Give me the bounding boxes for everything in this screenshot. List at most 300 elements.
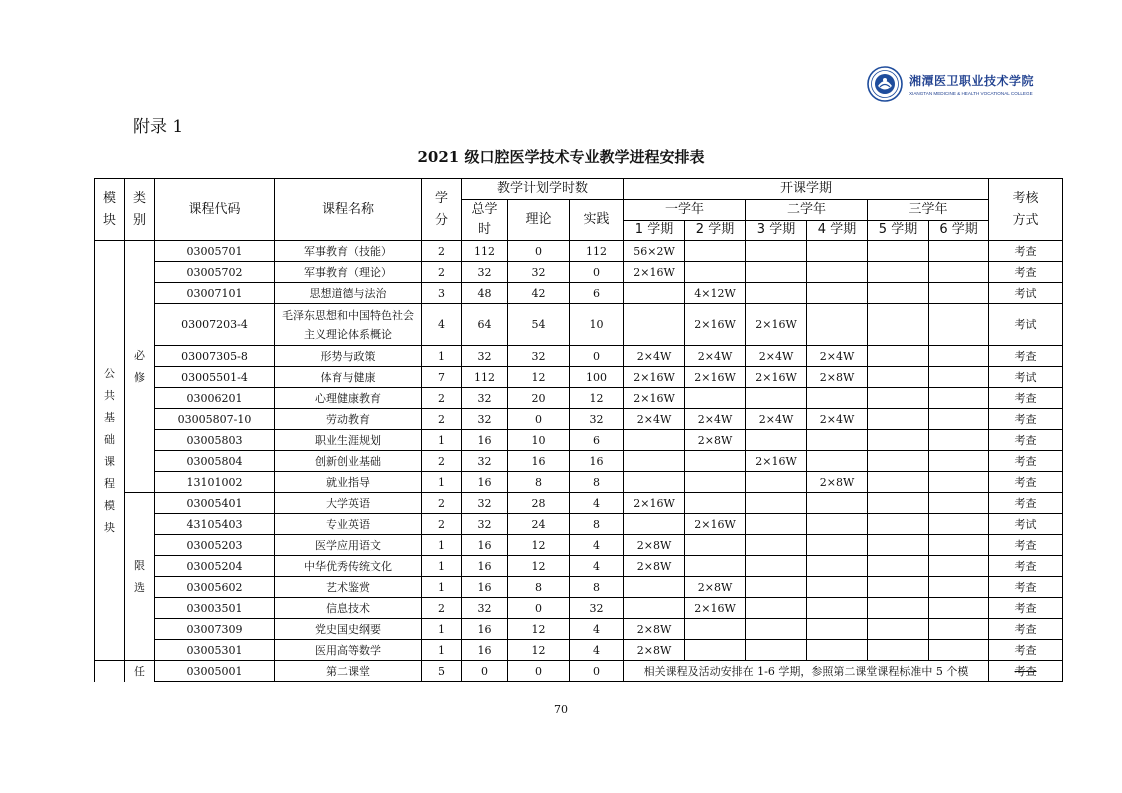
semester-5 [868,577,929,598]
table-row [95,493,1063,514]
header-semester-group: 开课学期 [624,179,989,200]
theory-hours: 12 [508,367,570,388]
semester-1: 2×16W [624,388,685,409]
course-code: 13101002 [155,472,275,493]
assessment: 考试 [989,304,1063,346]
assessment: 考查 [989,598,1063,619]
semester-6 [929,451,989,472]
semester-5 [868,430,929,451]
course-name: 职业生涯规划 [275,430,422,451]
semester-5 [868,451,929,472]
semester-3 [746,283,807,304]
semester-1: 56×2W [624,241,685,262]
assessment: 考查 [989,493,1063,514]
semester-4 [807,304,868,346]
course-code: 03005602 [155,577,275,598]
total-hours: 112 [462,241,508,262]
assessment: 考查 [989,472,1063,493]
course-code: 03005702 [155,262,275,283]
practice-hours: 32 [570,598,624,619]
practice-hours: 4 [570,535,624,556]
theory-hours: 42 [508,283,570,304]
table-row [95,367,1063,388]
semester-3: 2×16W [746,451,807,472]
course-code: 03007305-8 [155,346,275,367]
semester-1: 2×16W [624,493,685,514]
category-cell-elective: 任 [125,661,155,682]
course-name: 专业英语 [275,514,422,535]
assessment: 考查 [989,262,1063,283]
semester-4 [807,598,868,619]
semester-3 [746,514,807,535]
credit: 2 [422,598,462,619]
total-hours: 16 [462,535,508,556]
theory-hours: 0 [508,661,570,682]
semester-3 [746,388,807,409]
theory-hours: 0 [508,241,570,262]
table-row [95,472,1063,493]
course-code: 03005401 [155,493,275,514]
college-seal-icon [867,66,903,102]
document-title: 2021 级口腔医学技术专业教学进程安排表 [417,148,705,166]
course-code: 03003501 [155,598,275,619]
teaching-plan-table [94,178,1063,682]
semester-5 [868,493,929,514]
table-row [95,430,1063,451]
semester-5 [868,640,929,661]
practice-hours: 4 [570,640,624,661]
course-name: 体育与健康 [275,367,422,388]
semester-1: 2×16W [624,367,685,388]
credit: 1 [422,640,462,661]
total-hours: 16 [462,430,508,451]
credit: 1 [422,472,462,493]
semester-5 [868,283,929,304]
semester-6 [929,598,989,619]
semester-2 [685,451,746,472]
credit: 1 [422,346,462,367]
semester-4 [807,493,868,514]
semester-5 [868,241,929,262]
total-hours: 112 [462,367,508,388]
semester-6 [929,388,989,409]
practice-hours: 6 [570,283,624,304]
semester-1: 2×8W [624,640,685,661]
semester-1: 2×8W [624,556,685,577]
course-code: 03005701 [155,241,275,262]
semester-6 [929,472,989,493]
practice-hours: 0 [570,262,624,283]
practice-hours: 8 [570,577,624,598]
semester-3: 2×4W [746,409,807,430]
semester-1: 2×8W [624,619,685,640]
credit: 2 [422,388,462,409]
practice-hours: 100 [570,367,624,388]
semester-4: 2×8W [807,367,868,388]
theory-hours: 32 [508,262,570,283]
semester-6 [929,619,989,640]
theory-hours: 0 [508,598,570,619]
credit: 1 [422,535,462,556]
semester-2: 2×4W [685,409,746,430]
semester-4 [807,556,868,577]
header-year-2: 二学年 [746,200,868,221]
header-semester-1: 1 学期 [624,220,685,241]
header-semester-6: 6 学期 [929,220,989,241]
table-row [95,556,1063,577]
semester-5 [868,346,929,367]
table-row [95,598,1063,619]
semester-6 [929,304,989,346]
semester-2: 2×16W [685,514,746,535]
semester-6 [929,493,989,514]
credit: 2 [422,451,462,472]
total-hours: 32 [462,388,508,409]
semester-4: 2×4W [807,409,868,430]
college-logo [867,63,1035,105]
semester-6 [929,514,989,535]
course-code: 03005204 [155,556,275,577]
semester-4 [807,514,868,535]
credit: 1 [422,556,462,577]
theory-hours: 32 [508,346,570,367]
semester-1 [624,451,685,472]
practice-hours: 0 [570,661,624,682]
semester-5 [868,472,929,493]
credit: 2 [422,262,462,283]
semester-4 [807,283,868,304]
semester-6 [929,241,989,262]
semester-2 [685,640,746,661]
semester-2 [685,556,746,577]
semester-5 [868,514,929,535]
credit: 4 [422,304,462,346]
practice-hours: 4 [570,556,624,577]
course-name: 心理健康教育 [275,388,422,409]
course-name: 大学英语 [275,493,422,514]
assessment: 考查 [989,661,1063,682]
semester-2: 2×8W [685,577,746,598]
course-name: 医用高等数学 [275,640,422,661]
total-hours: 16 [462,640,508,661]
table-row [95,388,1063,409]
assessment: 考查 [989,430,1063,451]
semester-4 [807,640,868,661]
course-name: 就业指导 [275,472,422,493]
semester-3 [746,430,807,451]
category-cell-required: 必 修 [125,241,155,493]
semester-2 [685,493,746,514]
semester-4 [807,388,868,409]
course-code: 03005501-4 [155,367,275,388]
logo-chinese-name: 湘潭医卫职业技术学院 [909,74,1035,88]
header-total-hours: 总学 时 [462,200,508,241]
course-code: 03005203 [155,535,275,556]
table-row [95,661,1063,682]
semester-2: 2×8W [685,430,746,451]
semester-2 [685,472,746,493]
semester-6 [929,430,989,451]
practice-hours: 32 [570,409,624,430]
course-name: 医学应用语文 [275,535,422,556]
practice-hours: 16 [570,451,624,472]
credit: 1 [422,619,462,640]
semester-2 [685,241,746,262]
total-hours: 32 [462,346,508,367]
course-code: 03005001 [155,661,275,682]
theory-hours: 8 [508,577,570,598]
semester-2: 4×12W [685,283,746,304]
theory-hours: 16 [508,451,570,472]
total-hours: 0 [462,661,508,682]
total-hours: 32 [462,514,508,535]
table-row [95,577,1063,598]
practice-hours: 8 [570,514,624,535]
semester-4 [807,262,868,283]
semester-5 [868,388,929,409]
semester-3: 2×16W [746,367,807,388]
total-hours: 32 [462,409,508,430]
semester-1 [624,472,685,493]
semester-5 [868,262,929,283]
theory-hours: 12 [508,535,570,556]
semester-4 [807,535,868,556]
semester-2: 2×4W [685,346,746,367]
semester-2 [685,388,746,409]
semester-1 [624,514,685,535]
assessment: 考查 [989,346,1063,367]
second-classroom-note: 相关课程及活动安排在 1-6 学期，参照第二课堂课程标准中 5 个模 [624,661,989,682]
course-name: 创新创业基础 [275,451,422,472]
course-code: 03007309 [155,619,275,640]
course-code: 03007101 [155,283,275,304]
semester-2 [685,619,746,640]
course-name: 形势与政策 [275,346,422,367]
practice-hours: 112 [570,241,624,262]
semester-1: 2×16W [624,262,685,283]
semester-5 [868,598,929,619]
theory-hours: 0 [508,409,570,430]
semester-1 [624,577,685,598]
assessment: 考查 [989,535,1063,556]
semester-4 [807,430,868,451]
semester-6 [929,535,989,556]
semester-3 [746,556,807,577]
semester-6 [929,346,989,367]
table-row [95,304,1063,346]
semester-3 [746,472,807,493]
credit: 2 [422,409,462,430]
course-name: 劳动教育 [275,409,422,430]
table-row [95,346,1063,367]
credit: 7 [422,367,462,388]
header-hours-group: 教学计划学时数 [462,179,624,200]
semester-1 [624,283,685,304]
practice-hours: 0 [570,346,624,367]
theory-hours: 24 [508,514,570,535]
semester-5 [868,367,929,388]
course-name: 军事教育（理论） [275,262,422,283]
theory-hours: 54 [508,304,570,346]
header-course-code: 课程代码 [155,179,275,241]
semester-3 [746,262,807,283]
semester-5 [868,556,929,577]
table-row [95,451,1063,472]
course-code: 03005807-10 [155,409,275,430]
assessment: 考查 [989,241,1063,262]
assessment: 考查 [989,388,1063,409]
total-hours: 32 [462,451,508,472]
semester-3: 2×4W [746,346,807,367]
course-name: 中华优秀传统文化 [275,556,422,577]
semester-2 [685,262,746,283]
header-semester-3: 3 学期 [746,220,807,241]
header-course-name: 课程名称 [275,179,422,241]
course-code: 03005803 [155,430,275,451]
course-name: 军事教育（技能） [275,241,422,262]
semester-5 [868,619,929,640]
table-row [95,241,1063,262]
module-cell-public-basic: 公 共 基 础 课 程 模 块 [95,241,125,661]
assessment: 考试 [989,514,1063,535]
total-hours: 32 [462,493,508,514]
semester-4 [807,241,868,262]
practice-hours: 4 [570,619,624,640]
practice-hours: 4 [570,493,624,514]
assessment: 考查 [989,409,1063,430]
total-hours: 16 [462,577,508,598]
semester-6 [929,367,989,388]
table-row [95,283,1063,304]
header-practice: 实践 [570,200,624,241]
table-row [95,409,1063,430]
semester-3 [746,241,807,262]
credit: 1 [422,577,462,598]
assessment: 考查 [989,451,1063,472]
semester-3 [746,598,807,619]
page-number: 70 [554,703,568,716]
assessment: 考查 [989,640,1063,661]
semester-6 [929,283,989,304]
total-hours: 64 [462,304,508,346]
assessment: 考查 [989,556,1063,577]
semester-2: 2×16W [685,367,746,388]
course-code: 03005804 [155,451,275,472]
semester-6 [929,577,989,598]
credit: 5 [422,661,462,682]
appendix-label: 附录 1 [133,117,184,137]
table-row [95,640,1063,661]
course-code: 03005301 [155,640,275,661]
assessment: 考试 [989,283,1063,304]
semester-6 [929,556,989,577]
semester-3 [746,619,807,640]
semester-5 [868,535,929,556]
theory-hours: 8 [508,472,570,493]
theory-hours: 12 [508,619,570,640]
semester-5 [868,304,929,346]
semester-6 [929,262,989,283]
credit: 2 [422,493,462,514]
course-name: 信息技术 [275,598,422,619]
semester-4 [807,577,868,598]
total-hours: 48 [462,283,508,304]
semester-3 [746,640,807,661]
semester-4: 2×8W [807,472,868,493]
credit: 2 [422,241,462,262]
logo-english-name: XIANGTAN MEDICINE & HEALTH VOCATIONAL COLLEGE [909,91,1033,96]
theory-hours: 12 [508,556,570,577]
semester-3 [746,535,807,556]
practice-hours: 6 [570,430,624,451]
header-semester-2: 2 学期 [685,220,746,241]
semester-1: 2×4W [624,346,685,367]
semester-2: 2×16W [685,598,746,619]
header-semester-5: 5 学期 [868,220,929,241]
header-semester-4: 4 学期 [807,220,868,241]
header-category: 类 别 [125,179,155,241]
total-hours: 32 [462,262,508,283]
semester-4 [807,451,868,472]
table-row [95,535,1063,556]
table-row [95,262,1063,283]
total-hours: 16 [462,472,508,493]
assessment: 考查 [989,577,1063,598]
category-cell-limited-elective: 限 选 [125,493,155,661]
header-credit: 学 分 [422,179,462,241]
semester-3 [746,493,807,514]
total-hours: 16 [462,619,508,640]
course-code: 03006201 [155,388,275,409]
total-hours: 16 [462,556,508,577]
theory-hours: 20 [508,388,570,409]
assessment: 考查 [989,619,1063,640]
header-module: 模 块 [95,179,125,241]
credit: 3 [422,283,462,304]
header-assessment: 考核 方式 [989,179,1063,241]
semester-1 [624,304,685,346]
practice-hours: 8 [570,472,624,493]
total-hours: 32 [462,598,508,619]
course-name: 艺术鉴赏 [275,577,422,598]
theory-hours: 28 [508,493,570,514]
credit: 2 [422,514,462,535]
table-row [95,619,1063,640]
header-year-1: 一学年 [624,200,746,221]
practice-hours: 12 [570,388,624,409]
theory-hours: 10 [508,430,570,451]
semester-1: 2×8W [624,535,685,556]
table-row [95,514,1063,535]
course-name: 思想道德与法治 [275,283,422,304]
semester-1 [624,430,685,451]
semester-4 [807,619,868,640]
course-name: 毛泽东思想和中国特色社会 主义理论体系概论 [275,304,422,346]
credit: 1 [422,430,462,451]
course-name: 第二课堂 [275,661,422,682]
theory-hours: 12 [508,640,570,661]
header-year-3: 三学年 [868,200,989,221]
semester-4: 2×4W [807,346,868,367]
semester-1: 2×4W [624,409,685,430]
semester-2: 2×16W [685,304,746,346]
semester-3 [746,577,807,598]
course-code: 03007203-4 [155,304,275,346]
semester-5 [868,409,929,430]
semester-6 [929,409,989,430]
semester-1 [624,598,685,619]
module-cell-continued [95,661,125,682]
